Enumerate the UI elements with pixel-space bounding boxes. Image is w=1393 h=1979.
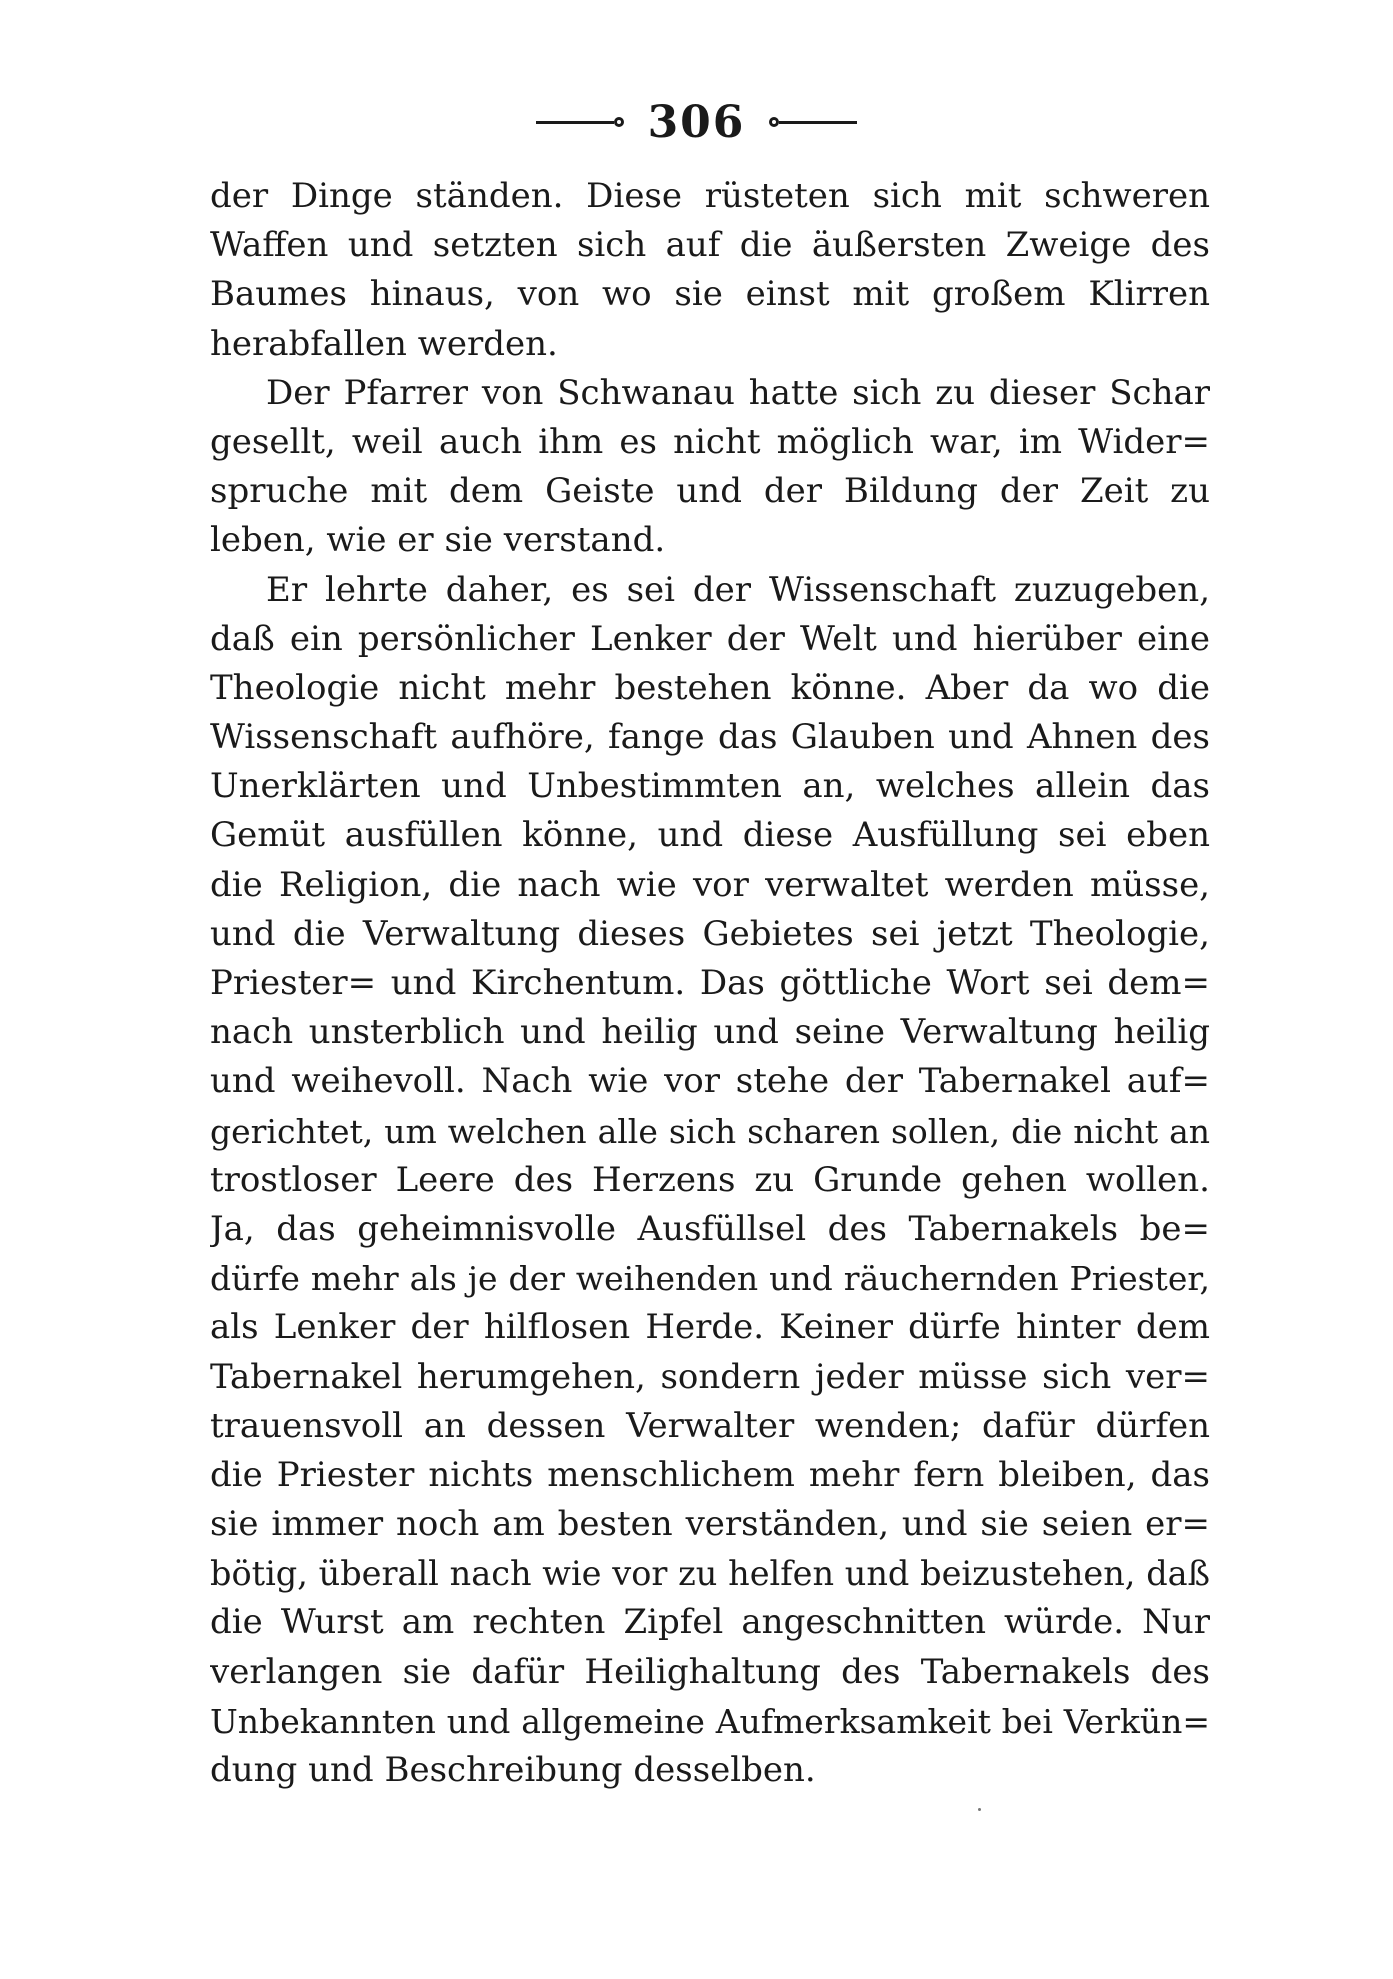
paragraph [210, 369, 1210, 566]
text-line: die Religion, die nach wie vor verwaltet werden müsse, [210, 864, 1210, 905]
text-line: trauensvoll an dessen Verwalter wenden; dafür dürfen [210, 1405, 1210, 1446]
paragraph [210, 172, 1210, 369]
text-line: die Wurst am rechten Zipfel angeschnitten würde. Nur [210, 1602, 1210, 1643]
header-ornament-left [536, 117, 624, 127]
text-line: und weihevoll. Nach wie vor stehe der Tabernakel auf= [210, 1061, 1210, 1102]
text-line: Waffen und setzten sich auf die äußersten Zweige des [210, 225, 1210, 266]
text-line: sie immer noch am besten verständen, und sie seien er= [210, 1504, 1210, 1545]
text-line: trostloser Leere des Herzens zu Grunde gehen wollen. [210, 1159, 1210, 1200]
ornament-line [779, 121, 857, 124]
ornament-circle-icon [769, 117, 779, 127]
page-header [0, 92, 1393, 152]
ornament-line [536, 121, 614, 124]
text-line: dürfe mehr als je der weihenden und räuchernden Priester, [210, 1259, 1210, 1299]
header-ornament-right [769, 117, 857, 127]
page-number: 306 [647, 96, 746, 148]
text-line: als Lenker der hilflosen Herde. Keiner dürfe hinter dem [210, 1307, 1210, 1348]
text-line: daß ein persönlicher Lenker der Welt und hierüber eine [210, 618, 1210, 659]
text-line: Der Pfarrer von Schwanau hatte sich zu dieser Schar [266, 372, 1210, 413]
text-line: Er lehrte daher, es sei der Wissenschaft zuzugeben, [266, 569, 1210, 610]
text-line: gerichtet, um welchen alle sich scharen sollen, die nicht an [210, 1111, 1210, 1151]
text-line: leben, wie er sie verstand. [210, 520, 666, 561]
text-line: gesellt, weil auch ihm es nicht möglich war, im Wider= [210, 421, 1210, 462]
text-line: nach unsterblich und heilig und seine Verwaltung heilig [210, 1012, 1210, 1053]
text-line: Baumes hinaus, von wo sie einst mit großem Klirren [210, 274, 1210, 315]
text-line: verlangen sie dafür Heilighaltung des Tabernakels des [210, 1651, 1210, 1692]
text-line: Priester= und Kirchentum. Das göttliche Wort sei dem= [210, 963, 1210, 1003]
text-line: Wissenschaft aufhöre, fange das Glauben und Ahnen des [210, 717, 1210, 758]
text-line: die Priester nichts menschlichem mehr fern bleiben, das [210, 1454, 1210, 1495]
text-line: Gemüt ausfüllen könne, und diese Ausfüllung sei eben [210, 815, 1210, 856]
text-line: der Dinge ständen. Diese rüsteten sich mit schweren [210, 176, 1210, 216]
text-line: und die Verwaltung dieses Gebietes sei jetzt Theologie, [210, 913, 1210, 954]
text-line: Tabernakel herumgehen, sondern jeder müsse sich ver= [210, 1356, 1210, 1397]
text-line: Ja, das geheimnisvolle Ausfüllsel des Tabernakels be= [210, 1208, 1210, 1249]
paragraph [210, 566, 1210, 1796]
text-line: dung und Beschreibung desselben. [210, 1750, 816, 1790]
text-line: bötig, überall nach wie vor zu helfen und beizustehen, daß [210, 1554, 1210, 1594]
body-text [210, 172, 1210, 1795]
ornament-circle-icon [614, 117, 624, 127]
text-line: spruche mit dem Geiste und der Bildung der Zeit zu [210, 471, 1210, 512]
paper-speck [978, 1808, 981, 1811]
text-line: Unbekannten und allgemeine Aufmerksamkeit bei Verkün= [210, 1701, 1210, 1741]
text-line: Unerklärten und Unbestimmten an, welches allein das [210, 766, 1210, 807]
text-line: herabfallen werden. [210, 323, 558, 364]
text-line: Theologie nicht mehr bestehen könne. Aber da wo die [210, 667, 1210, 708]
